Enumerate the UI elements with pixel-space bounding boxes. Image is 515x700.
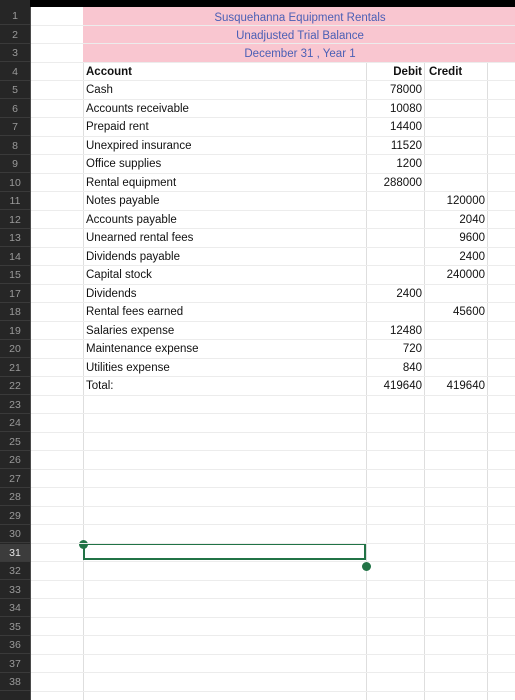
row-number[interactable]: 6 xyxy=(0,100,30,118)
row-number[interactable]: 22 xyxy=(0,377,30,395)
row-number[interactable]: 9 xyxy=(0,155,30,173)
row-number[interactable]: 23 xyxy=(0,396,30,414)
row-number[interactable]: 15 xyxy=(0,266,30,284)
debit-cell[interactable]: 78000 xyxy=(390,84,422,96)
grid-line xyxy=(31,62,515,63)
credit-cell[interactable]: 240000 xyxy=(446,269,485,281)
row-number[interactable]: 30 xyxy=(0,525,30,543)
row-number[interactable]: 36 xyxy=(0,636,30,654)
row-number[interactable]: 10 xyxy=(0,174,30,192)
debit-column-header[interactable]: Debit xyxy=(393,66,422,78)
grid-line xyxy=(31,432,515,433)
grid-line xyxy=(31,450,515,451)
debit-cell[interactable]: 10080 xyxy=(390,102,422,115)
credit-cell[interactable] xyxy=(425,359,485,377)
account-cell[interactable]: Rental equipment xyxy=(86,176,177,189)
account-cell[interactable]: Accounts payable xyxy=(86,213,177,226)
debit-cell[interactable]: 720 xyxy=(402,343,422,355)
row-number[interactable]: 20 xyxy=(0,340,30,358)
grid-line xyxy=(31,506,515,507)
grid-line xyxy=(31,635,515,636)
debit-cell[interactable]: 288000 xyxy=(383,176,422,189)
credit-cell[interactable] xyxy=(425,81,485,99)
debit-cell[interactable] xyxy=(362,211,422,229)
grid-line xyxy=(31,487,515,488)
debit-cell[interactable] xyxy=(362,248,422,266)
grid-line xyxy=(31,672,515,673)
account-cell[interactable]: Maintenance expense xyxy=(86,343,199,355)
account-cell[interactable]: Capital stock xyxy=(86,269,152,281)
grid-line xyxy=(31,617,515,618)
account-cell[interactable]: Rental fees earned xyxy=(86,306,184,318)
account-cell[interactable]: Office supplies xyxy=(86,158,162,170)
debit-cell[interactable] xyxy=(362,266,422,284)
account-cell[interactable]: Salaries expense xyxy=(86,324,175,337)
selection-handle-end[interactable] xyxy=(362,562,371,571)
row-number[interactable]: 13 xyxy=(0,229,30,247)
account-cell[interactable]: Unexpired insurance xyxy=(86,139,192,152)
row-number[interactable]: 31 xyxy=(0,544,30,562)
column-header-bar xyxy=(30,0,515,7)
row-number[interactable]: 24 xyxy=(0,414,30,432)
debit-cell[interactable]: 2400 xyxy=(396,287,422,300)
credit-cell[interactable]: 120000 xyxy=(446,195,485,207)
selected-cell-range[interactable] xyxy=(83,543,366,560)
account-cell[interactable]: Dividends payable xyxy=(86,250,180,263)
debit-cell[interactable]: 1200 xyxy=(396,158,422,170)
credit-column-header[interactable]: Credit xyxy=(429,66,463,78)
credit-cell[interactable] xyxy=(425,340,485,358)
credit-cell[interactable]: 45600 xyxy=(453,306,485,318)
row-number[interactable]: 21 xyxy=(0,359,30,377)
grid-line xyxy=(83,7,84,700)
row-number[interactable]: 29 xyxy=(0,507,30,525)
grid-line xyxy=(31,413,515,414)
row-number[interactable]: 1 xyxy=(0,7,30,25)
account-cell[interactable]: Prepaid rent xyxy=(86,121,149,133)
credit-cell[interactable] xyxy=(425,285,485,303)
credit-cell[interactable]: 419640 xyxy=(446,380,485,392)
account-cell[interactable]: Unearned rental fees xyxy=(86,232,194,244)
debit-cell[interactable] xyxy=(362,303,422,321)
row-number[interactable]: 3 xyxy=(0,44,30,62)
report-date: December 31 , Year 1 xyxy=(244,48,356,60)
credit-cell[interactable] xyxy=(425,118,485,136)
credit-cell[interactable] xyxy=(425,100,485,118)
row-number[interactable]: 28 xyxy=(0,488,30,506)
row-number[interactable]: 35 xyxy=(0,618,30,636)
row-number[interactable]: 25 xyxy=(0,433,30,451)
row-number[interactable]: 34 xyxy=(0,599,30,617)
account-cell[interactable]: Utilities expense xyxy=(86,361,170,374)
spreadsheet-grid[interactable] xyxy=(31,7,515,700)
row-number[interactable]: 27 xyxy=(0,470,30,488)
row-number[interactable]: 5 xyxy=(0,81,30,99)
row-number[interactable]: 4 xyxy=(0,63,30,81)
debit-cell[interactable]: 12480 xyxy=(390,324,422,337)
row-number[interactable]: 12 xyxy=(0,211,30,229)
row-number[interactable]: 11 xyxy=(0,192,30,210)
credit-cell[interactable]: 2040 xyxy=(459,213,485,226)
debit-cell[interactable]: 11520 xyxy=(390,139,422,152)
row-number[interactable]: 17 xyxy=(0,285,30,303)
credit-cell[interactable]: 2400 xyxy=(459,250,485,263)
debit-cell[interactable] xyxy=(362,192,422,210)
row-number[interactable]: 19 xyxy=(0,322,30,340)
company-name: Susquehanna Equipment Rentals xyxy=(214,12,386,24)
grid-line xyxy=(31,580,515,581)
account-column-header[interactable]: Account xyxy=(86,66,132,78)
debit-cell[interactable]: 14400 xyxy=(390,121,422,133)
grid-line xyxy=(31,543,515,544)
row-number[interactable]: 26 xyxy=(0,451,30,469)
account-cell[interactable]: Cash xyxy=(86,84,113,96)
grid-line xyxy=(31,524,515,525)
account-cell[interactable]: Accounts receivable xyxy=(86,102,189,115)
grid-line xyxy=(31,561,515,562)
credit-cell[interactable]: 9600 xyxy=(459,232,485,244)
debit-cell[interactable]: 419640 xyxy=(383,380,422,392)
grid-line xyxy=(31,654,515,655)
row-number[interactable]: 14 xyxy=(0,248,30,266)
grid-line xyxy=(31,691,515,692)
debit-cell[interactable] xyxy=(362,229,422,247)
row-number[interactable]: 8 xyxy=(0,137,30,155)
credit-cell[interactable] xyxy=(425,322,485,340)
debit-cell[interactable]: 840 xyxy=(402,361,422,374)
grid-line xyxy=(31,25,515,26)
selection-handle-start[interactable] xyxy=(79,540,88,549)
grid-line xyxy=(487,7,488,700)
grid-line xyxy=(31,469,515,470)
row-number[interactable]: 18 xyxy=(0,303,30,321)
account-cell[interactable]: Dividends xyxy=(86,287,137,300)
row-number[interactable]: 7 xyxy=(0,118,30,136)
row-number[interactable]: 32 xyxy=(0,562,30,580)
row-number[interactable]: 38 xyxy=(0,673,30,691)
row-number[interactable]: 33 xyxy=(0,581,30,599)
report-title: Unadjusted Trial Balance xyxy=(236,30,364,42)
row-number[interactable]: 2 xyxy=(0,26,30,44)
credit-cell[interactable] xyxy=(425,155,485,173)
credit-cell[interactable] xyxy=(425,137,485,155)
grid-line xyxy=(31,43,515,44)
grid-line xyxy=(31,598,515,599)
account-cell[interactable]: Notes payable xyxy=(86,195,160,207)
credit-cell[interactable] xyxy=(425,174,485,192)
account-cell[interactable]: Total: xyxy=(86,380,114,392)
row-number[interactable]: 37 xyxy=(0,655,30,673)
